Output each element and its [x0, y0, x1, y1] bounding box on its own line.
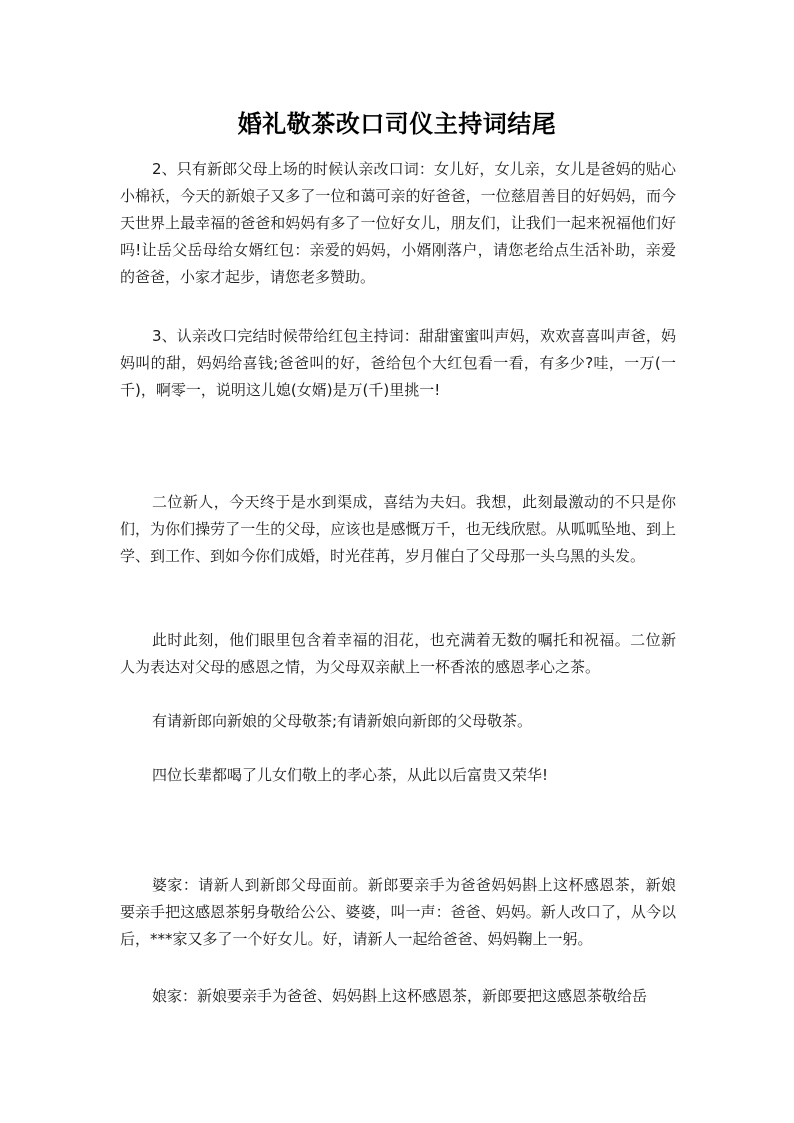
- paragraph-gratitude-tea: 此时此刻，他们眼里包含着幸福的泪花，也充满着无数的嘱托和祝福。二位新人为表达对父母的感恩之情，为父母双亲献上一杯香浓的感恩孝心之茶。: [120, 631, 676, 676]
- document-title: 婚礼敬茶改口司仪主持词结尾: [237, 110, 557, 138]
- paragraph-groom-parents-only: 2、只有新郎父母上场的时候认亲改口词：女儿好，女儿亲，女儿是爸妈的贴心小棉袄，今天的新娘子又多了一位和蔼可亲的好爸爸，一位慈眉善目的好妈妈，而今天世界上最幸福的爸爸和妈妈有多了一位好女儿，朋友们，让我们一起来祝福他们好吗!让岳父岳母给女婿红包：亲爱的妈妈，小婿刚落户，请您老给点生活补助，亲爱的爸爸，小家才起步，请您老多赞助。: [120, 160, 676, 286]
- paragraph-elders-drink: 四位长辈都喝了儿女们敬上的孝心茶，从此以后富贵又荣华!: [152, 766, 549, 784]
- paragraph-groom-family: 婆家：请新人到新郎父母面前。新郎要亲手为爸爸妈妈斟上这杯感恩茶，新娘要亲手把这感恩茶躬身敬给公公、婆婆，叫一声：爸爸、妈妈。新人改口了，从今以后，***家又多了一个好女儿。好，请新人一起给爸爸、妈妈鞠上一躬。: [120, 876, 676, 948]
- paragraph-bride-family: 娘家：新娘要亲手为爸爸、妈妈斟上这杯感恩茶，新郎要把这感恩茶敬给岳: [152, 987, 648, 1005]
- paragraph-newlyweds-parents: 二位新人，今天终于是水到渠成，喜结为夫妇。我想，此刻最激动的不只是你们，为你们操劳了一生的父母，应该也是感慨万千，也无线欣慰。从呱呱坠地、到上学、到工作、到如今你们成婚，时光荏苒，岁月催白了父母那一头乌黑的头发。: [120, 493, 676, 565]
- paragraph-invite-tea: 有请新郎向新娘的父母敬茶;有请新娘向新郎的父母敬茶。: [152, 712, 533, 730]
- paragraph-red-envelope: 3、认亲改口完结时候带给红包主持词：甜甜蜜蜜叫声妈，欢欢喜喜叫声爸，妈妈叫的甜，妈妈给喜钱;爸爸叫的好，爸给包个大红包看一看，有多少?哇，一万(一千)，啊零一，说明这儿媳(女婿)是万(千)里挑一!: [120, 327, 676, 399]
